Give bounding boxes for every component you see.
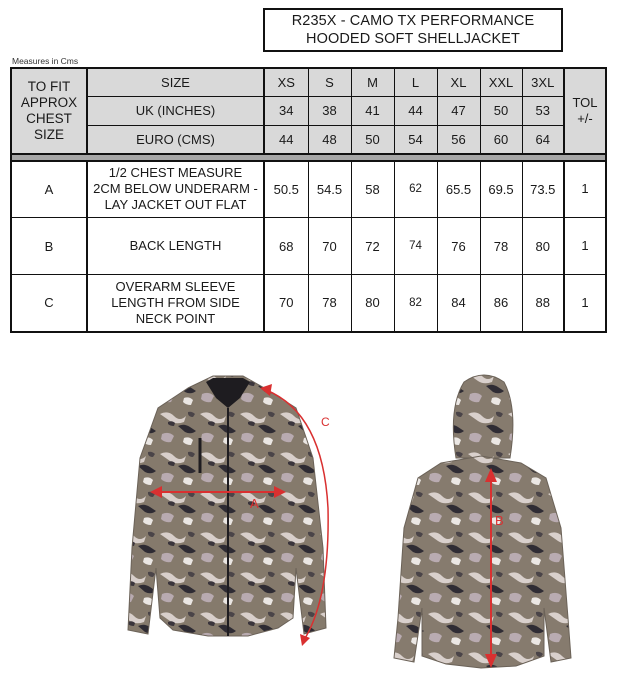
size-chart-table <box>10 67 607 333</box>
euro-cms-row <box>11 125 606 154</box>
row-code: B <box>11 218 87 275</box>
measure-value: 70 <box>308 218 351 275</box>
measure-value: 58 <box>351 161 394 218</box>
tolerance-value: 1 <box>564 275 606 332</box>
row-description: OVERARM SLEEVE LENGTH FROM SIDE NECK POINT <box>87 275 264 332</box>
row-code: A <box>11 161 87 218</box>
euro-value: 60 <box>480 125 522 154</box>
measure-value: 76 <box>437 218 480 275</box>
jacket-front-image <box>118 368 338 668</box>
uk-label: UK (INCHES) <box>87 97 264 126</box>
measure-value: 88 <box>522 275 564 332</box>
size-xxl: XXL <box>480 68 522 97</box>
uk-inches-row <box>11 97 606 126</box>
row-description: BACK LENGTH <box>87 218 264 275</box>
euro-value: 50 <box>351 125 394 154</box>
measure-value: 65.5 <box>437 161 480 218</box>
measure-value: 70 <box>264 275 308 332</box>
measure-value: 82 <box>394 275 437 332</box>
measure-value: 68 <box>264 218 308 275</box>
uk-value: 38 <box>308 97 351 126</box>
size-l: L <box>394 68 437 97</box>
uk-value: 53 <box>522 97 564 126</box>
euro-value: 48 <box>308 125 351 154</box>
product-title-line-2: HOODED SOFT SHELLJACKET <box>306 31 520 47</box>
measure-value: 62 <box>394 161 437 218</box>
svg-text:B: B <box>495 513 504 528</box>
units-note: Measures in Cms <box>12 56 79 66</box>
euro-value: 54 <box>394 125 437 154</box>
product-title-box <box>263 8 563 52</box>
table-row-b <box>11 218 606 275</box>
table-row-c <box>11 275 606 332</box>
measure-value: 84 <box>437 275 480 332</box>
header-separator <box>11 154 606 161</box>
measure-value: 72 <box>351 218 394 275</box>
size-3xl: 3XL <box>522 68 564 97</box>
euro-label: EURO (CMS) <box>87 125 264 154</box>
measure-value: 78 <box>480 218 522 275</box>
tolerance-value: 1 <box>564 161 606 218</box>
uk-value: 44 <box>394 97 437 126</box>
row-description: 1/2 CHEST MEASURE 2CM BELOW UNDERARM - LAY JACKET OUT FLAT <box>87 161 264 218</box>
measure-value: 73.5 <box>522 161 564 218</box>
jacket-back-image <box>386 368 576 673</box>
measure-value: 80 <box>351 275 394 332</box>
measure-value: 54.5 <box>308 161 351 218</box>
svg-text:C: C <box>321 415 330 429</box>
size-m: M <box>351 68 394 97</box>
size-label: SIZE <box>87 68 264 97</box>
size-header-row <box>11 68 606 97</box>
tolerance-value: 1 <box>564 218 606 275</box>
chest-size-corner-label: TO FIT APPROX CHEST SIZE <box>11 68 87 154</box>
measure-value: 80 <box>522 218 564 275</box>
measure-value: 78 <box>308 275 351 332</box>
size-s: S <box>308 68 351 97</box>
size-xs: XS <box>264 68 308 97</box>
svg-text:A: A <box>250 496 259 511</box>
uk-value: 41 <box>351 97 394 126</box>
size-xl: XL <box>437 68 480 97</box>
measure-value: 74 <box>394 218 437 275</box>
uk-value: 47 <box>437 97 480 126</box>
measure-value: 50.5 <box>264 161 308 218</box>
euro-value: 64 <box>522 125 564 154</box>
product-title-line-1: R235X - CAMO TX PERFORMANCE <box>291 13 535 29</box>
table-row-a <box>11 161 606 218</box>
measure-value: 69.5 <box>480 161 522 218</box>
measure-value: 86 <box>480 275 522 332</box>
row-code: C <box>11 275 87 332</box>
euro-value: 56 <box>437 125 480 154</box>
uk-value: 34 <box>264 97 308 126</box>
euro-value: 44 <box>264 125 308 154</box>
tolerance-header: TOL +/- <box>564 68 606 154</box>
uk-value: 50 <box>480 97 522 126</box>
